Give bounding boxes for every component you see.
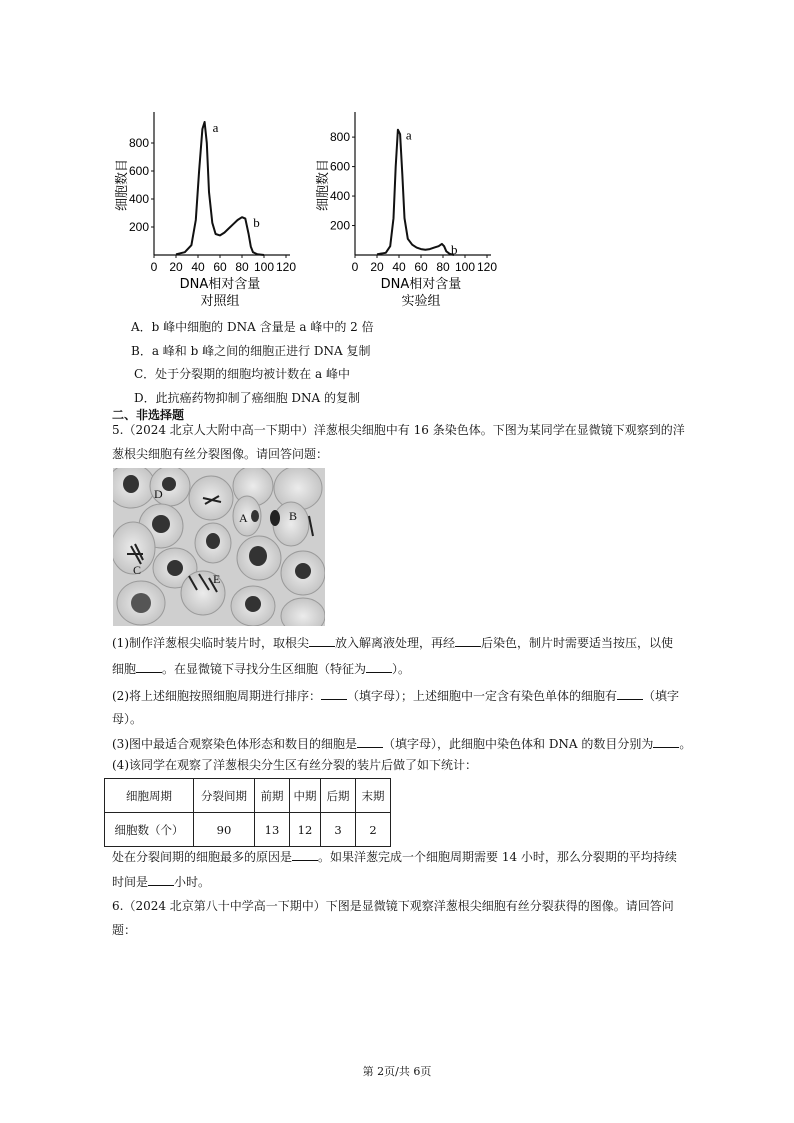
series-line xyxy=(176,122,264,255)
q5-p5-text-a: 处在分裂间期的细胞最多的原因是 xyxy=(112,850,293,864)
chart-title: 实验组 xyxy=(401,294,441,309)
photo-label-e: E xyxy=(213,572,221,586)
y-tick-label: 800 xyxy=(128,136,149,150)
option-c: C．处于分裂期的细胞均被计数在 a 峰中 xyxy=(134,367,350,381)
x-tick-label: 40 xyxy=(392,260,406,274)
photo-label-a: A xyxy=(239,511,248,525)
q5-p1-text-c: 后染色，制片时需要适当按压，以使 xyxy=(481,636,674,650)
q5-part4-line3 xyxy=(112,869,210,895)
q5-stem-line2: 葱根尖细胞有丝分裂图像。请回答问题： xyxy=(112,447,329,461)
answer-blank[interactable] xyxy=(653,736,679,748)
photo-label-b: B xyxy=(289,509,298,523)
table-cell: 2 xyxy=(356,813,391,847)
answer-blank[interactable] xyxy=(148,874,174,886)
x-tick-label: 20 xyxy=(169,260,183,274)
q5-p2-text-a: (2)将上述细胞按照细胞周期进行排序： xyxy=(112,689,321,703)
q5-part4: (4)该同学在观察了洋葱根尖分生区有丝分裂的装片后做了如下统计： xyxy=(112,758,478,772)
q5-p5-text-c: 时间是 xyxy=(112,875,149,889)
table-cell: 细胞周期 xyxy=(105,779,194,813)
x-tick-label: 120 xyxy=(275,260,297,274)
x-tick-label: 40 xyxy=(191,260,205,274)
q5-p3-text-a: (3)图中最适合观察染色体形态和数目的细胞是 xyxy=(112,737,357,751)
q5-part4-line2 xyxy=(112,844,677,870)
q5-p1-text-f: ）。 xyxy=(392,662,411,676)
answer-blank[interactable] xyxy=(617,688,643,700)
y-tick-label: 800 xyxy=(329,130,350,145)
y-axis-label: 细胞数目 xyxy=(316,158,331,212)
table-cell: 前期 xyxy=(255,779,290,813)
peak-label-b: b xyxy=(253,215,260,231)
table-row xyxy=(105,813,391,847)
q5-p5-text-b: 。如果洋葱完成一个细胞周期需要 14 小时，那么分裂期的平均持续 xyxy=(318,850,677,864)
answer-blank[interactable] xyxy=(357,736,383,748)
table-cell: 90 xyxy=(194,813,255,847)
answer-blank[interactable] xyxy=(455,635,481,647)
y-axis-label: 细胞数目 xyxy=(115,158,130,212)
q5-p2-text-c: （填字 xyxy=(643,689,680,703)
answer-blank[interactable] xyxy=(366,661,392,673)
x-tick-label: 60 xyxy=(414,260,428,274)
y-tick-label: 200 xyxy=(128,220,149,234)
table-cell: 3 xyxy=(321,813,356,847)
q5-p3-text-b: （填字母），此细胞中染色体和 DNA 的数目分别为 xyxy=(383,737,654,751)
table-cell: 分裂间期 xyxy=(194,779,255,813)
series-line xyxy=(377,127,454,255)
option-a: A．b 峰中细胞的 DNA 含量是 a 峰中的 2 倍 xyxy=(131,320,374,334)
q5-p3-text-c: 。 xyxy=(679,737,692,751)
option-b: B．a 峰和 b 峰之间的细胞正进行 DNA 复制 xyxy=(131,344,371,358)
q5-p5-text-d: 小时。 xyxy=(174,875,211,889)
y-tick-label: 200 xyxy=(329,218,350,233)
x-tick-label: 120 xyxy=(476,260,498,274)
x-tick-label: 80 xyxy=(436,260,450,274)
answer-blank[interactable] xyxy=(292,849,318,861)
section-heading: 二、非选择题 xyxy=(112,408,185,422)
q5-p1-text-d: 细胞 xyxy=(112,662,137,676)
y-tick-label: 400 xyxy=(128,192,149,206)
x-tick-label: 100 xyxy=(454,260,476,274)
table-cell: 后期 xyxy=(321,779,356,813)
q6-stem-line2: 题： xyxy=(112,923,137,937)
q5-p1-text-a: (1)制作洋葱根尖临时装片时，取根尖 xyxy=(112,636,309,650)
peak-label-a: a xyxy=(405,127,412,143)
table-cell: 13 xyxy=(255,813,290,847)
x-tick-label: 100 xyxy=(253,260,275,274)
option-d: D．此抗癌药物抑制了癌细胞 DNA 的复制 xyxy=(134,391,361,405)
photo-label-c: C xyxy=(133,563,142,577)
answer-blank[interactable] xyxy=(309,635,335,647)
y-tick-label: 400 xyxy=(329,189,350,204)
x-tick-label: 60 xyxy=(213,260,227,274)
q5-part2-line2: 母）。 xyxy=(112,712,143,726)
dna-histogram-control xyxy=(104,100,304,315)
y-tick-label: 600 xyxy=(329,159,350,174)
micrograph-drawing xyxy=(113,468,325,626)
photo-label-d: D xyxy=(154,487,163,501)
table-cell: 细胞数（个） xyxy=(105,813,194,847)
onion-root-tip-micrograph xyxy=(113,468,325,626)
table-cell: 中期 xyxy=(290,779,321,813)
x-tick-label: 0 xyxy=(351,260,359,274)
x-tick-label: 0 xyxy=(150,260,158,274)
dna-histogram-experimental xyxy=(305,100,505,315)
page-footer: 第 2页/共 6页 xyxy=(362,1065,432,1078)
q5-p2-text-b: （填字母）；上述细胞中一定含有染色单体的细胞有 xyxy=(347,689,618,703)
y-tick-label: 600 xyxy=(128,164,149,178)
x-axis-label: DNA相对含量 xyxy=(179,277,261,292)
q5-part1-line1 xyxy=(112,630,673,656)
q5-p1-text-b: 放入解离液处理，再经 xyxy=(335,636,456,650)
table-header-row xyxy=(105,779,391,813)
peak-label-b: b xyxy=(451,241,458,257)
x-tick-label: 20 xyxy=(370,260,384,274)
q6-stem-line1: 6.（2024 北京第八十中学高一下期中）下图是显微镜下观察洋葱根尖细胞有丝分裂获得的图像。请回答问 xyxy=(112,899,674,913)
table-cell: 12 xyxy=(290,813,321,847)
q5-stem-line1: 5.（2024 北京人大附中高一下期中）洋葱根尖细胞中有 16 条染色体。下图为某同学在显微镜下观察到的洋 xyxy=(112,423,685,437)
answer-blank[interactable] xyxy=(321,688,347,700)
x-tick-label: 80 xyxy=(235,260,249,274)
table-cell: 末期 xyxy=(356,779,391,813)
x-axis-label: DNA相对含量 xyxy=(380,277,462,292)
q5-part1-line2 xyxy=(112,656,410,682)
peak-label-a: a xyxy=(212,120,219,135)
answer-blank[interactable] xyxy=(136,661,162,673)
q5-p1-text-e: 。在显微镜下寻找分生区细胞（特征为 xyxy=(162,662,367,676)
q5-part2-line1 xyxy=(112,683,679,709)
cell-cycle-table xyxy=(104,778,391,847)
chart-title: 对照组 xyxy=(200,294,240,309)
